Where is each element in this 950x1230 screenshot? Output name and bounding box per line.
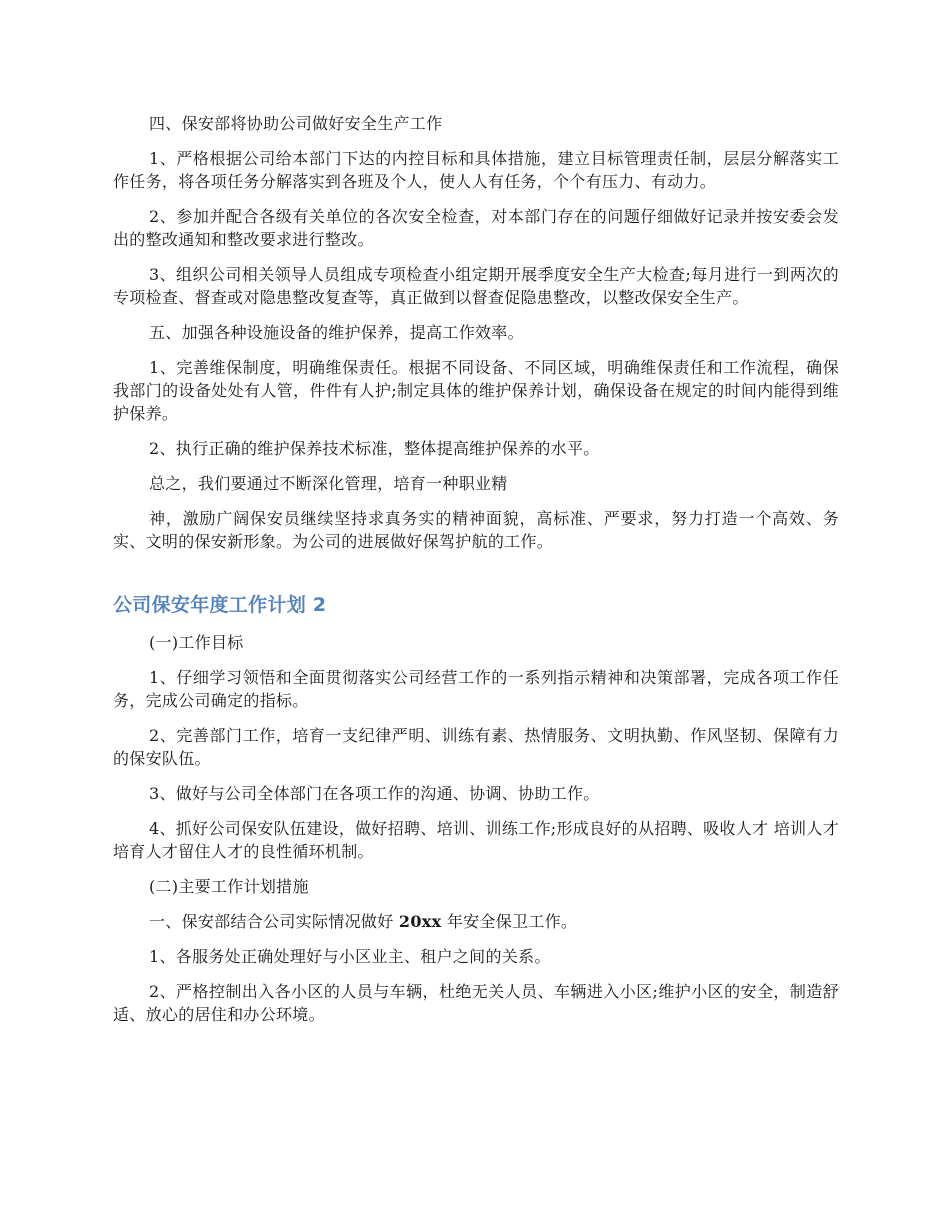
- paragraph-goal-four: 4、抓好公司保安队伍建设，做好招聘、培训、训练工作;形成良好的从招聘、吸收人才 培训人才培育人才留住人才的良性循环机制。: [113, 819, 839, 861]
- paragraph-maintenance-standard: 2、执行正确的维护保养技术标准，整体提高维护保养的水平。: [149, 439, 600, 458]
- paragraph-summary-start: 总之，我们要通过不断深化管理，培育一种职业精: [149, 474, 508, 493]
- paragraph-safety-inspection: 2、参加并配合各级有关单位的各次安全检查，对本部门存在的问题仔细做好记录并按安委会发出的整改通知和整改要求进行整改。: [113, 207, 839, 249]
- paragraph-target-responsibility: 1、严格根据公司给本部门下达的内控目标和具体措施，建立目标管理责任制，层层分解落实工作任务，将各项任务分解落实到各班及个人，使人人有任务，个个有压力、有动力。: [113, 149, 839, 191]
- paragraph-goal-two: 2、完善部门工作，培育一支纪律严明、训练有素、热情服务、文明执勤、作风坚韧、保障有力的保安队伍。: [113, 726, 839, 768]
- paragraph-section-five-title: 五、加强各种设施设备的维护保养，提高工作效率。: [149, 323, 524, 342]
- document-page: [113, 112, 839, 1038]
- paragraph-measures-title: (二)主要工作计划措施: [149, 877, 309, 896]
- security-work-prefix: 一、保安部结合公司实际情况做好: [149, 912, 399, 931]
- paragraph-section-four-title: 四、保安部将协助公司做好安全生产工作: [149, 114, 443, 133]
- paragraph-summary-end: 神，激励广阔保安员继续坚持求真务实的精神面貌，高标准、严要求，努力打造一个高效、务实、文明的保安新形象。为公司的进展做好保驾护航的工作。: [113, 509, 839, 551]
- security-work-suffix: 年安全保卫工作。: [441, 912, 578, 931]
- paragraph-resident-relations: 1、各服务处正确处理好与小区业主、租户之间的关系。: [149, 947, 551, 966]
- paragraph-work-goal-title: (一)工作目标: [149, 633, 244, 652]
- paragraph-maintenance-system: 1、完善维保制度，明确维保责任。根据不同设备、不同区域，明确维保责任和工作流程，确保我部门的设备处处有人管，件件有人护;制定具体的维护保养计划，确保设备在规定的时间内能得到维护保养。: [113, 358, 839, 423]
- paragraph-goal-one: 1、仔细学习领悟和全面贯彻落实公司经营工作的一系列指示精神和决策部署，完成各项工作任务，完成公司确定的指标。: [113, 668, 839, 710]
- section-heading: 公司保安年度工作计划 2: [113, 594, 327, 616]
- paragraph-special-inspection: 3、组织公司相关领导人员组成专项检查小组定期开展季度安全生产大检查;每月进行一到两次的专项检查、督查或对隐患整改复查等，真正做到以督查促隐患整改，以整改保安全生产。: [113, 265, 839, 307]
- paragraph-security-work: [113, 910, 839, 933]
- paragraph-goal-three: 3、做好与公司全体部门在各项工作的沟通、协调、协助工作。: [149, 784, 600, 803]
- year-placeholder: 20xx: [398, 912, 442, 931]
- paragraph-access-control: 2、严格控制出入各小区的人员与车辆，杜绝无关人员、车辆进入小区;维护小区的安全，制造舒适、放心的居住和办公环境。: [113, 982, 839, 1024]
